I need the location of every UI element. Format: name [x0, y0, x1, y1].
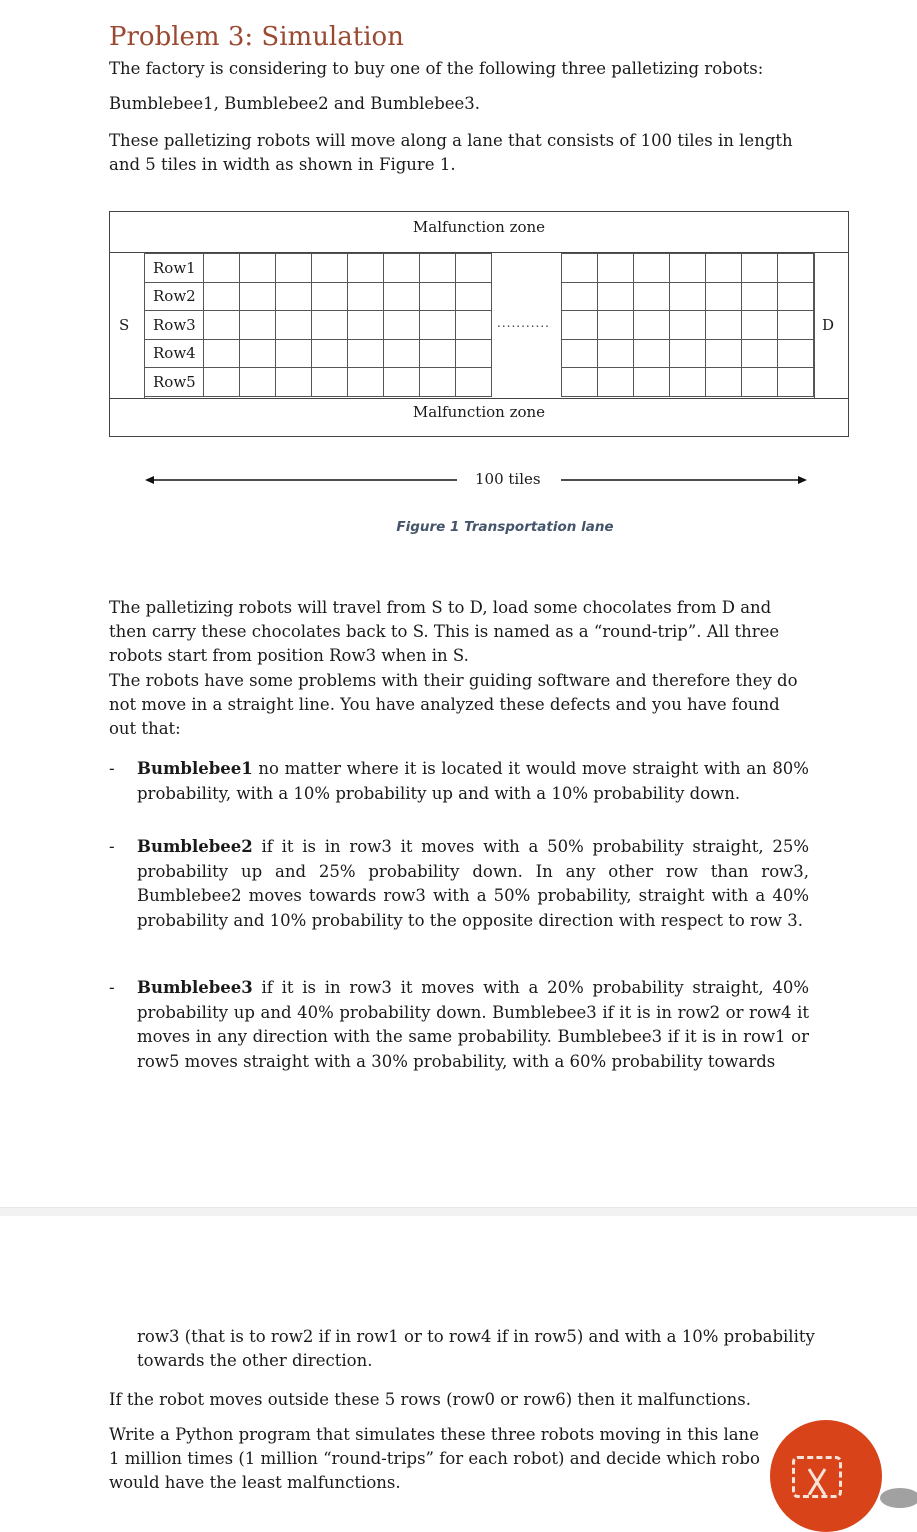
page-break — [0, 1207, 917, 1216]
robot-name: Bumblebee3 — [137, 978, 253, 997]
length-label: 100 tiles — [475, 470, 541, 488]
ellipsis: ........... — [497, 316, 550, 330]
malfunction-zone-top: Malfunction zone — [412, 218, 546, 236]
page-title: Problem 3: Simulation — [109, 22, 404, 52]
screenshot-crop-icon — [792, 1456, 842, 1498]
bullet-dash: - — [109, 978, 115, 997]
intro-line-1: The factory is considering to buy one of the following three palletizing robots: — [109, 59, 764, 78]
lane-row — [145, 254, 492, 283]
para4-line1: Write a Python program that simulates these three robots moving in this lane — [109, 1425, 759, 1444]
lane-row — [145, 339, 492, 368]
divider — [110, 398, 848, 399]
row-label: Row2 — [145, 282, 204, 311]
intro-line-3a: These palletizing robots will move along a lane that consists of 100 tiles in length — [109, 131, 793, 150]
intro-line-2: Bumblebee1, Bumblebee2 and Bumblebee3. — [109, 94, 481, 113]
lane-grid-left — [144, 253, 492, 397]
fab-shadow — [880, 1488, 917, 1508]
row-label: Row5 — [145, 368, 204, 397]
continuation-line2: towards the other direction. — [137, 1351, 373, 1370]
continuation-line1: row3 (that is to row2 if in row1 or to row4 if in row5) and with a 10% probability — [137, 1327, 815, 1346]
para4-line2: 1 million times (1 million “round-trips” for each robot) and decide which robo — [109, 1449, 760, 1468]
robot-description: if it is in row3 it moves with a 50% probability straight, 25% probability up and 25% probability down. In any other row than row3, Bumblebee2 moves towards row3 with a 50% probability, straight with a 40% probability and 10% probability to the opposite direction with respect to row 3. — [137, 837, 809, 931]
start-label: S — [119, 316, 130, 334]
robot-name: Bumblebee2 — [137, 837, 253, 856]
length-indicator — [145, 470, 807, 490]
row-label: Row4 — [145, 339, 204, 368]
row-label: Row3 — [145, 311, 204, 340]
lane-row — [145, 282, 492, 311]
lane-grid-right — [561, 253, 814, 397]
para1-line3: robots start from position Row3 when in S. — [109, 646, 469, 665]
figure-caption: Figure 1 Transportation lane — [396, 519, 614, 535]
para2-line3: out that: — [109, 719, 181, 738]
intro-line-3b: and 5 tiles in width as shown in Figure 1. — [109, 155, 456, 174]
lane-row — [145, 368, 492, 397]
row-label: Row1 — [145, 254, 204, 283]
destination-label: D — [822, 316, 835, 334]
divider — [814, 252, 815, 398]
para1-line1: The palletizing robots will travel from S to D, load some chocolates from D and — [109, 598, 772, 617]
screenshot-crop-button[interactable] — [770, 1420, 882, 1532]
para4-line3: would have the least malfunctions. — [109, 1473, 401, 1492]
robot-description: no matter where it is located it would move straight with an 80% probability, with a 10% probability up and with a 10% probability down. — [137, 759, 809, 803]
para1-line2: then carry these chocolates back to S. This is named as a “round-trip”. All three — [109, 622, 780, 641]
robot-name: Bumblebee1 — [137, 759, 253, 778]
lane-row — [145, 311, 492, 340]
para2-line2: not move in a straight line. You have analyzed these defects and you have found — [109, 695, 780, 714]
para3: If the robot moves outside these 5 rows (row0 or row6) then it malfunctions. — [109, 1390, 752, 1409]
robot-description: if it is in row3 it moves with a 20% probability straight, 40% probability up and 40% probability down. Bumblebee3 if it is in row2 or row4 it moves in any direction with the same probability. Bumblebee3 if it is in row1 or row5 moves straight with a 30% probability, with a 60% probability towards — [137, 978, 809, 1072]
para2-line1: The robots have some problems with their guiding software and therefore they do — [109, 671, 798, 690]
bullet-dash: - — [109, 759, 115, 778]
transportation-lane-figure — [109, 211, 849, 437]
bullet-dash: - — [109, 837, 115, 856]
malfunction-zone-bottom: Malfunction zone — [412, 403, 546, 421]
